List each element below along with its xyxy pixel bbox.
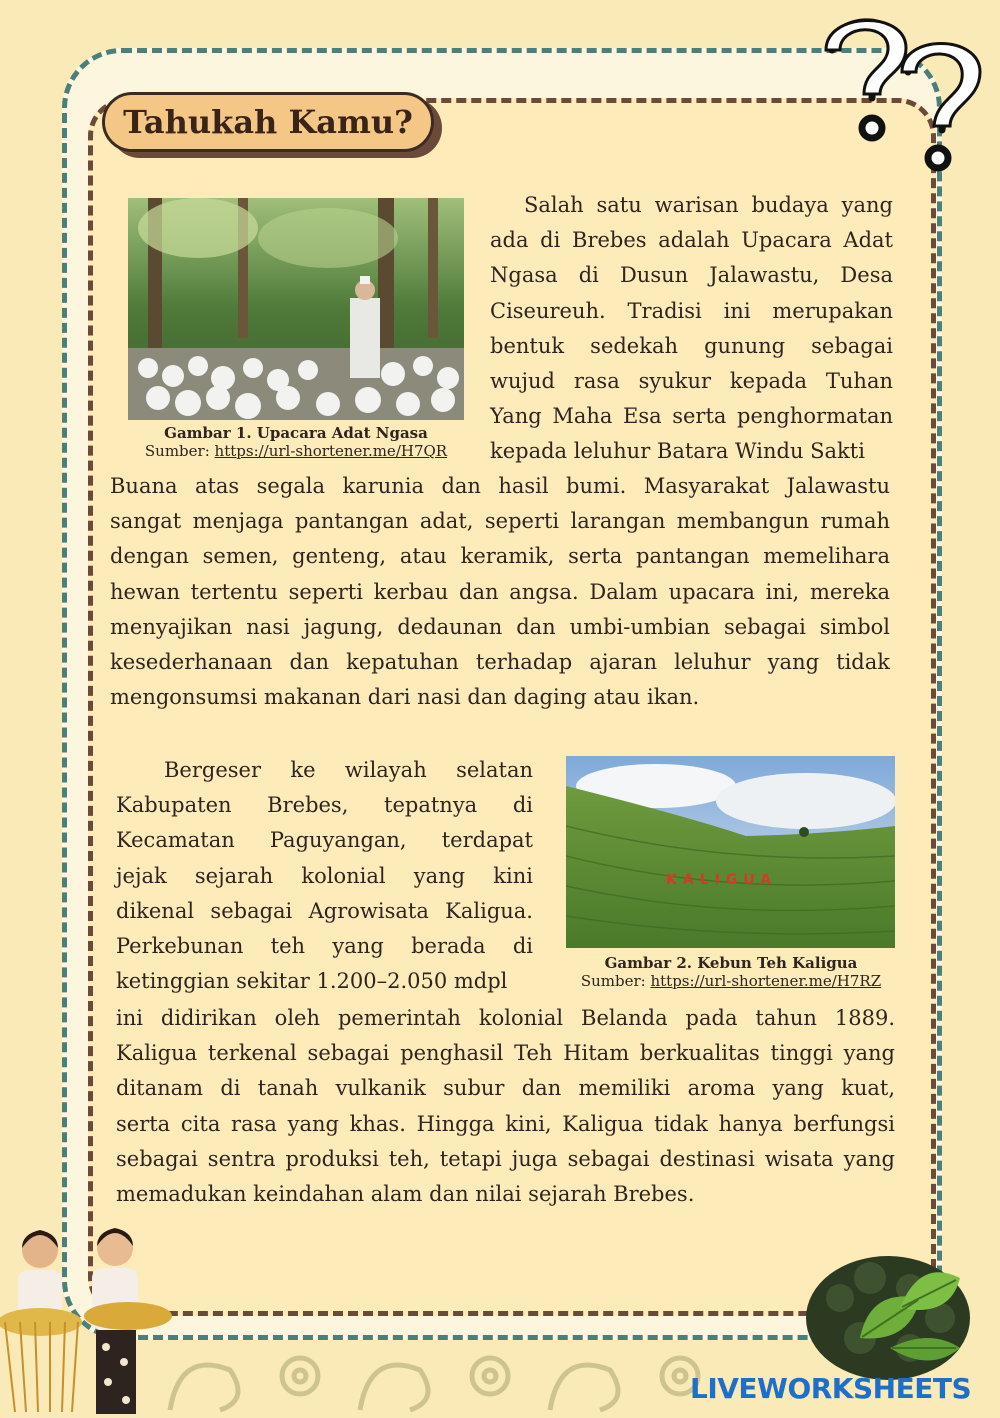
- paragraph2-line: dikenal sebagai Agrowisata Kaligua.: [116, 898, 533, 923]
- paragraph1-full-line: Buana atas segala karunia dan hasil bumi. Masyarakat Jalawastu: [110, 474, 890, 498]
- figure2-source: [548, 972, 914, 990]
- women-illustration-icon: [0, 1222, 175, 1414]
- figure1-caption: [110, 424, 482, 460]
- title-badge: [102, 92, 434, 152]
- paragraph2-line: Kecamatan Paguyangan, terdapat: [116, 828, 533, 853]
- figure2-source-link[interactable]: https://url-shortener.me/H7RZ: [650, 972, 882, 990]
- figure1-source-label: Sumber:: [144, 442, 210, 460]
- paragraph1-line: ada di Brebes adalah Upacara Adat: [490, 228, 893, 253]
- paragraph1-full-line: dengan semen, genteng, atau keramik, serta pantangan memelihara: [110, 544, 890, 569]
- paragraph1-line: Yang Maha Esa serta penghormatan: [490, 404, 893, 429]
- paragraph1-line: Salah satu warisan budaya yang: [524, 193, 893, 217]
- paragraph1-wrapped: [490, 188, 893, 470]
- kaligua-tea-photo: [566, 756, 895, 948]
- paragraph1-full-line: menyajikan nasi jagung, dedaunan dan umbi-umbian sebagai simbol: [110, 614, 890, 639]
- figure1-title: Gambar 1. Upacara Adat Ngasa: [164, 424, 428, 442]
- paragraph2-full-line: ditanam di tanah vulkanik subur dan memiliki aroma yang kuat,: [116, 1076, 895, 1101]
- paragraph1-full: [110, 469, 890, 715]
- paragraph1-full-line: mengonsumsi makanan dari nasi dan daging atau ikan.: [110, 685, 700, 710]
- figure1-source: [110, 442, 482, 460]
- paragraph2-line: ketinggian sekitar 1.200–2.050 mdpl: [116, 969, 508, 994]
- paragraph2-full: [116, 1001, 895, 1212]
- paragraph2-full-line: serta cita rasa yang khas. Hingga kini, Kaligua tidak hanya berfungsi: [116, 1111, 895, 1136]
- ngasa-ceremony-photo: [128, 198, 464, 420]
- paragraph1-full-line: hewan tertentu seperti kerbau dan angsa. Dalam upacara ini, mereka: [110, 579, 890, 604]
- paragraph2-full-line: ini didirikan oleh pemerintah kolonial Belanda pada tahun 1889.: [116, 1006, 895, 1030]
- paragraph1-full-line: kesederhanaan dan kepatuhan terhadap ajaran leluhur yang tidak: [110, 650, 890, 675]
- figure2-source-label: Sumber:: [580, 972, 646, 990]
- figure2-caption: [548, 954, 914, 990]
- paragraph1-line: Ciseureuh. Tradisi ini merupakan: [490, 298, 893, 323]
- brand-text: LIVEWORKSHEETS: [690, 1372, 972, 1405]
- figure2-title: Gambar 2. Kebun Teh Kaligua: [604, 954, 858, 972]
- liveworksheets-logo[interactable]: [690, 1372, 971, 1405]
- paragraph1-line: bentuk sedekah gunung sebagai: [490, 333, 893, 358]
- tea-leaves-icon: [800, 1238, 970, 1380]
- paragraph2-wrapped: [116, 753, 533, 999]
- paragraph2-line: Perkebunan teh yang berada di: [116, 934, 533, 959]
- paragraph1-full-line: sangat menjaga pantangan adat, seperti larangan membangun rumah: [110, 509, 890, 534]
- paragraph2-full-line: memadukan keindahan alam dan nilai sejarah Brebes.: [116, 1182, 695, 1207]
- paragraph1-line: kepada leluhur Batara Windu Sakti: [490, 439, 865, 464]
- kaligua-sign-text: KALIGUA: [666, 872, 778, 888]
- figure1-source-link[interactable]: https://url-shortener.me/H7QR: [214, 442, 448, 460]
- paragraph2-full-line: sebagai sentra produksi teh, tetapi juga sebagai destinasi wisata yang: [116, 1146, 895, 1171]
- page-title: Tahukah Kamu?: [123, 103, 413, 141]
- paragraph2-line: Kabupaten Brebes, tepatnya di: [116, 793, 533, 818]
- paragraph2-line: jejak sejarah kolonial yang kini: [116, 863, 533, 888]
- paragraph1-line: wujud rasa syukur kepada Tuhan: [490, 369, 893, 394]
- question-marks-icon: [820, 10, 985, 180]
- paragraph1-line: Ngasa di Dusun Jalawastu, Desa: [490, 263, 893, 288]
- paragraph2-full-line: Kaligua terkenal sebagai penghasil Teh Hitam berkualitas tinggi yang: [116, 1041, 895, 1066]
- paragraph2-line: Bergeser ke wilayah selatan: [164, 758, 533, 782]
